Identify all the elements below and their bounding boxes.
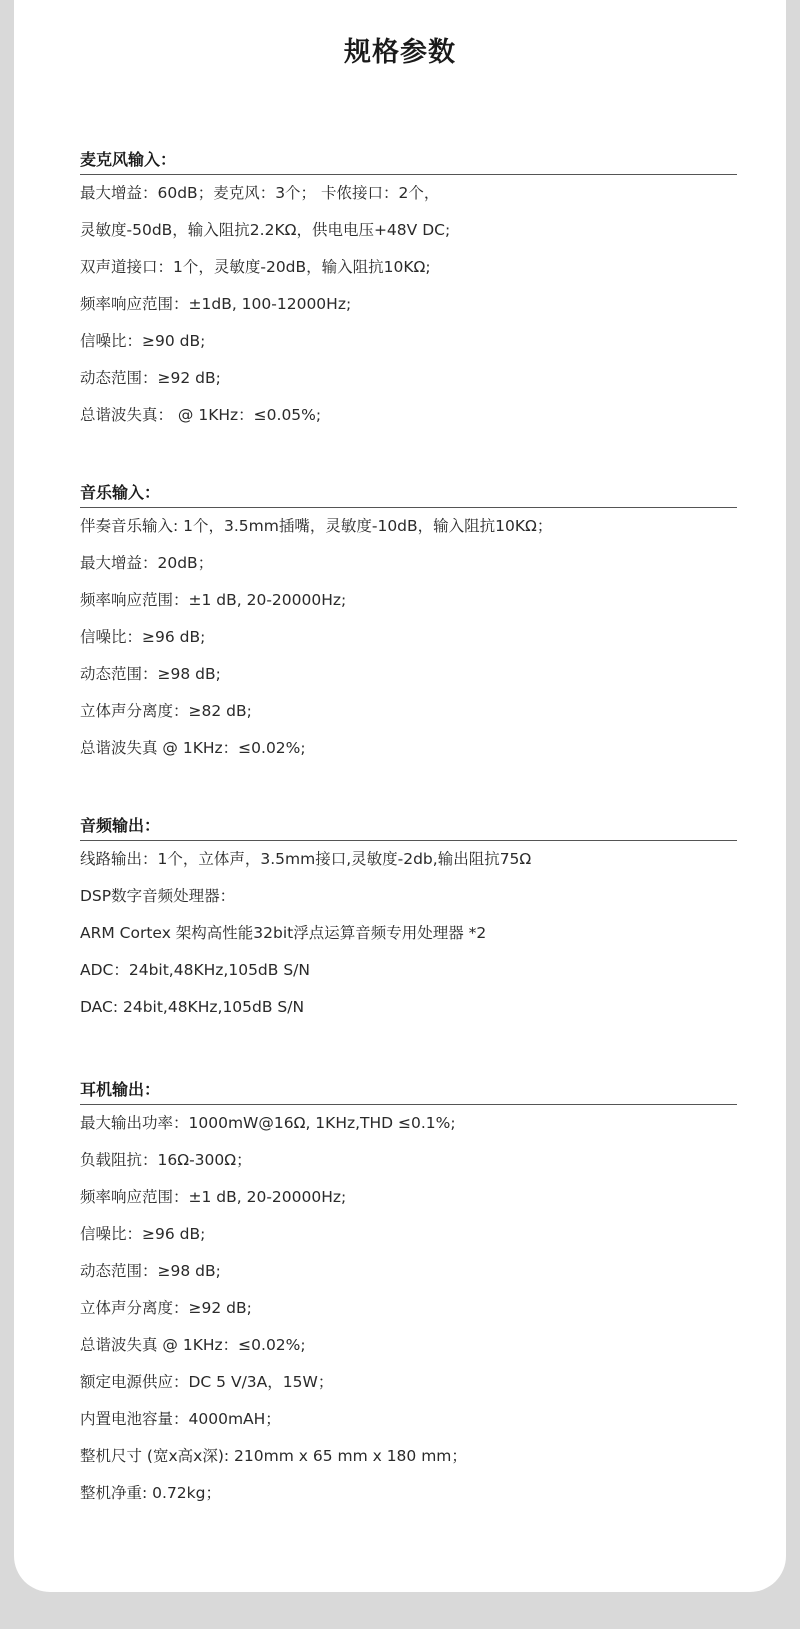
- spec-card: [14, 0, 786, 1592]
- spec-line: 动态范围：≥98 dB;: [80, 665, 221, 683]
- spec-line: ARM Cortex 架构高性能32bit浮点运算音频专用处理器 *2: [80, 924, 487, 942]
- spec-line: 信噪比：≥96 dB;: [80, 628, 206, 646]
- spec-line: 频率响应范围：±1dB, 100-12000Hz;: [80, 295, 352, 313]
- spec-line: 动态范围：≥98 dB;: [80, 1262, 221, 1280]
- page-title: 规格参数: [344, 37, 456, 68]
- spec-line: 内置电池容量：4000mAH；: [80, 1410, 281, 1428]
- spec-line: 额定电源供应：DC 5 V/3A，15W；: [80, 1373, 334, 1391]
- spec-line: 线路输出：1个，立体声，3.5mm接口,灵敏度-2db,输出阻抗75Ω: [80, 850, 532, 868]
- spec-line: 灵敏度-50dB，输入阻抗2.2KΩ，供电电压+48V DC;: [80, 221, 451, 239]
- spec-line: 总谐波失真： @ 1KHz：≤0.05%;: [80, 406, 322, 424]
- spec-line: 信噪比：≥96 dB;: [80, 1225, 206, 1243]
- spec-line: DSP数字音频处理器：: [80, 887, 236, 905]
- spec-line: 信噪比：≥90 dB;: [80, 332, 206, 350]
- section-audio-output: [80, 816, 737, 1026]
- spec-line: 整机尺寸 (宽x高x深): 210mm x 65 mm x 180 mm；: [80, 1447, 467, 1465]
- spec-line: 频率响应范围：±1 dB, 20-20000Hz;: [80, 1188, 347, 1206]
- spec-line: 最大输出功率：1000mW@16Ω, 1KHz,THD ≤0.1%;: [80, 1114, 456, 1132]
- spec-line: 立体声分离度：≥82 dB;: [80, 702, 252, 720]
- spec-line: 最大增益：20dB；: [80, 554, 214, 572]
- section-heading: 耳机输出：: [80, 1080, 737, 1105]
- section-headphone-output: [80, 1080, 737, 1512]
- spec-line: 立体声分离度：≥92 dB;: [80, 1299, 252, 1317]
- spec-line: 总谐波失真 @ 1KHz：≤0.02%;: [80, 1336, 306, 1354]
- spec-line: 最大增益：60dB；麦克风：3个； 卡侬接口：2个，: [80, 184, 440, 202]
- spec-line: 频率响应范围：±1 dB, 20-20000Hz;: [80, 591, 347, 609]
- section-heading: 音频输出：: [80, 816, 737, 841]
- section-heading: 麦克风输入：: [80, 150, 737, 175]
- spec-line: 总谐波失真 @ 1KHz：≤0.02%;: [80, 739, 306, 757]
- spec-line: 动态范围：≥92 dB;: [80, 369, 221, 387]
- spec-list: [80, 841, 737, 1026]
- spec-line: 双声道接口：1个，灵敏度-20dB，输入阻抗10KΩ;: [80, 258, 431, 276]
- section-mic-input: [80, 150, 737, 434]
- spec-list: [80, 508, 737, 767]
- spec-line: 整机净重: 0.72kg；: [80, 1484, 221, 1502]
- spec-line: ADC：24bit,48KHz,105dB S/N: [80, 961, 310, 979]
- spec-list: [80, 175, 737, 434]
- section-music-input: [80, 483, 737, 767]
- spec-line: DAC: 24bit,48KHz,105dB S/N: [80, 998, 305, 1016]
- spec-line: 伴奏音乐输入: 1个，3.5mm插嘴，灵敏度-10dB，输入阻抗10KΩ；: [80, 517, 553, 535]
- spec-line: 负载阻抗：16Ω-300Ω；: [80, 1151, 252, 1169]
- spec-list: [80, 1105, 737, 1512]
- section-heading: 音乐输入：: [80, 483, 737, 508]
